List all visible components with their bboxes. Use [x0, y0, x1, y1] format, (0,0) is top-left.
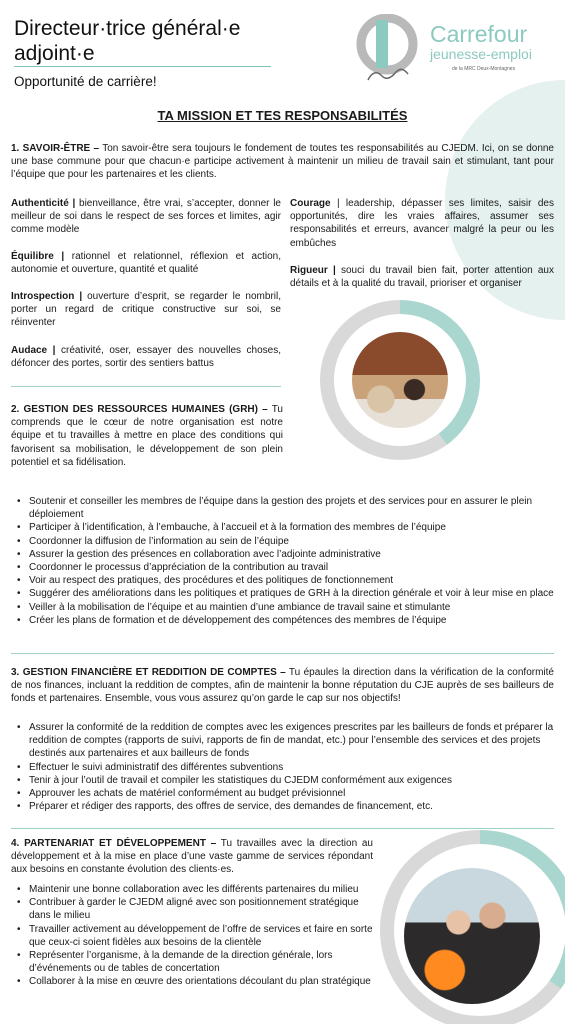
job-title	[14, 16, 240, 66]
list-item: • Préparer et rédiger des rapports, des offres de service, des demandes de financement, etc.	[15, 800, 555, 813]
section-3-text: Tu épaules la direction dans la vérification de la conformité de nos finances, incluant la reddition de comptes, afin de maintenir la bonne réputation du CJE auprès de ses bailleurs de fonds et partenaires. Ensemble, vous vous assurez qu’on garde le cap sur nos objectifs!	[11, 667, 554, 705]
section-4-intro	[11, 837, 373, 877]
subtitle: Opportunité de carrière!	[14, 74, 157, 89]
list-item: • Assurer la gestion des présences en collaboration avec l’adjointe administrative	[15, 548, 555, 561]
list-item: • Participer à l’identification, à l’embauche, à l’accueil et à la formation des membres de l’équipe	[15, 521, 555, 534]
value-audace	[11, 344, 281, 370]
section-2-title: 2. GESTION DES RESSOURCES HUMAINES (GRH) –	[11, 404, 268, 415]
section-1-intro	[11, 142, 554, 182]
section-4-text: Tu travailles avec la direction au développement et à la mise en place d’une vaste gamme de services répondant aux besoins en constante évolution des clients·es.	[11, 838, 373, 876]
value-desc: bienveillance, être vrai, s’accepter, donner le meilleur de soi dans le respect de ses forces et limites, agir comme modèle	[11, 198, 281, 236]
value-term: Rigueur |	[290, 265, 336, 276]
value-desc: souci du travail bien fait, porter attention aux détails et à la qualité du travail, prioriser et organiser	[290, 265, 554, 290]
cjedm-logo	[350, 14, 560, 86]
team-outdoor-photo	[404, 868, 540, 1004]
value-authenticite	[11, 197, 281, 237]
value-term: Équilibre |	[11, 251, 65, 262]
page-heading: TA MISSION ET TES RESPONSABILITÉS	[157, 108, 408, 123]
value-desc: rationnel et relationnel, réflexion et action, autonomie et ouverture, quantité et qualité	[11, 251, 282, 276]
team-meeting-photo	[352, 332, 448, 428]
value-desc: créativité, oser, essayer des nouvelles choses, défoncer des portes, sortir des sentiers battus	[11, 345, 282, 370]
list-item: • Suggérer des améliorations dans les politiques et pratiques de GRH à la direction générale et voir à leur mise en place	[15, 587, 555, 600]
partnership-task-list	[15, 883, 375, 989]
list-item: • Maintenir une bonne collaboration avec les différents partenaires du milieu	[15, 883, 375, 896]
logo-subname: jeunesse-emploi	[430, 46, 532, 62]
divider-1	[11, 386, 281, 387]
section-1-text: Ton savoir-être sera toujours le fondement de toutes tes responsabilités au CJEDM. Ici, on se donne une base commune pour que chacun·e participe activement à maintenir un milieu de travail sain et stimulant, tant pour l’équipe que pour les partenaires et les clients.	[11, 143, 554, 181]
list-item: • Représenter l’organisme, à la demande de la direction générale, lors d’événements ou de tables de concertation	[15, 949, 375, 975]
value-introspection	[11, 290, 281, 330]
list-item: • Contribuer à garder le CJEDM aligné avec son positionnement stratégique dans le milieu	[15, 896, 375, 922]
list-item: • Voir au respect des pratiques, des procédures et des politiques de fonctionnement	[15, 574, 555, 587]
divider-3	[11, 828, 554, 829]
logo-name: Carrefour	[430, 21, 528, 47]
value-term: Introspection |	[11, 291, 83, 302]
list-item: • Effectuer le suivi administratif des différentes subventions	[15, 761, 555, 774]
list-item: • Assurer la conformité de la reddition de comptes avec les exigences prescrites par les bailleurs de fonds et préparer la reddition de comptes (rapports de suivi, rapports de fin de mandat, etc.) pour l’ensemble des services et des projets destinés aux partenaires et aux bailleurs de fonds	[15, 721, 555, 761]
grh-task-list	[15, 495, 555, 627]
value-term: Authenticité |	[11, 198, 76, 209]
section-1-title: 1. SAVOIR-ÊTRE –	[11, 143, 100, 154]
section-4-title: 4. PARTENARIAT ET DÉVELOPPEMENT –	[11, 838, 217, 849]
logo-region: de la MRC Deux-Montagnes	[452, 66, 516, 72]
list-item: • Travailler activement au développement de l’offre de services et faire en sorte que ceux-ci soient fidèles aux besoins de la clientèle	[15, 923, 375, 949]
section-3-title: 3. GESTION FINANCIÈRE ET REDDITION DE COMPTES –	[11, 667, 286, 678]
logo-mark-icon	[354, 14, 424, 84]
value-desc: | leadership, dépasser ses limites, saisir des opportunités, dire les vraies affaires, assumer ses responsabilités et erreurs, avancer malgré la peur ou les embûches	[290, 198, 554, 249]
finance-task-list	[15, 721, 555, 813]
list-item: • Approuver les achats de matériel conformément au budget prévisionnel	[15, 787, 555, 800]
list-item: • Veiller à la mobilisation de l’équipe et au maintien d’une ambiance de travail saine et stimulante	[15, 601, 555, 614]
header-divider	[14, 66, 271, 67]
list-item: • Soutenir et conseiller les membres de l’équipe dans la gestion des projets et des services pour en assurer le plein déploiement	[15, 495, 555, 521]
value-term: Courage	[290, 198, 331, 209]
value-term: Audace |	[11, 345, 56, 356]
list-item: • Collaborer à la mise en œuvre des orientations découlant du plan stratégique	[15, 975, 375, 988]
job-title-line-1: Directeur·trice général·e	[14, 17, 241, 40]
value-rigueur	[290, 264, 554, 290]
section-2-text: Tu comprends que le cœur de notre organisation est notre équipe et tu travailles à mettre en place des conditions qui favorisent sa mobilisation, le développement de son plein potentiel et sa fidélisation.	[11, 404, 283, 468]
section-3-intro	[11, 666, 554, 706]
divider-2	[11, 653, 554, 654]
list-item: • Coordonner le processus d’appréciation de la contribution au travail	[15, 561, 555, 574]
value-courage	[290, 197, 554, 250]
value-desc: ouverture d’esprit, se regarder le nombril, porter un regard de critique constructive sur soi, se réinventer	[11, 291, 281, 329]
list-item: • Coordonner la diffusion de l’information au sein de l’équipe	[15, 535, 555, 548]
list-item: • Tenir à jour l’outil de travail et compiler les statistiques du CJEDM conformément aux exigences	[15, 774, 555, 787]
list-item: • Créer les plans de formation et de développement des compétences des membres de l’équipe	[15, 614, 555, 627]
section-2-intro	[11, 403, 283, 469]
value-equilibre	[11, 250, 281, 276]
job-title-line-2: adjoint·e	[14, 42, 95, 65]
